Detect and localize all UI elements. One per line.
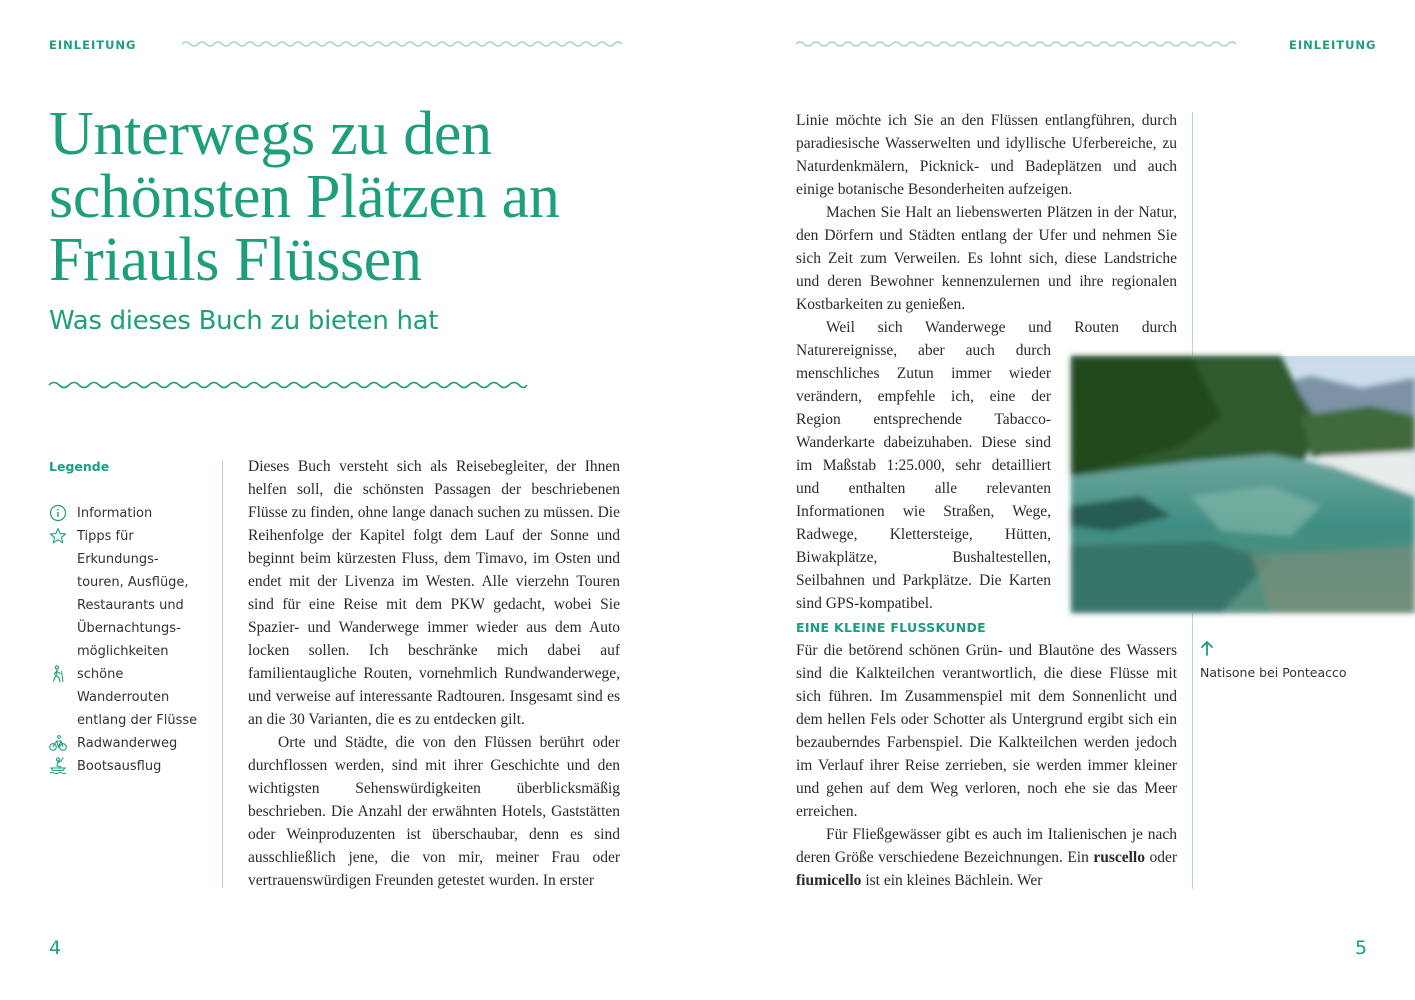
photo-caption: Natisone bei Ponteacco xyxy=(1200,665,1347,680)
right-page xyxy=(707,0,1415,1000)
legend-label: Tipps für Erkundungs- xyxy=(77,529,159,567)
term-fiumicello: fiumicello xyxy=(796,872,862,889)
bicycle-icon xyxy=(49,734,67,752)
legend-label: entlang der Flüsse xyxy=(77,713,198,728)
star-icon xyxy=(49,527,67,545)
legend-item-tips xyxy=(49,525,219,663)
river-photo xyxy=(1071,356,1415,613)
paragraph: Machen Sie Halt an liebenswerten Plätzen in der Natur, den Dörfern und Städten entlang der Ufer und nehmen Sie sich Zeit zum Verweilen. Es lohnt sich, diese Landstriche und deren Bewohner kennenzulernen und ihre regionalen Kostbarkeiten zu genießen. xyxy=(796,204,1177,313)
body-text-column xyxy=(248,455,620,895)
body-text-column xyxy=(796,639,1177,895)
title-line: Friauls Flüssen xyxy=(49,226,422,294)
wave-divider xyxy=(182,40,622,48)
running-head: EINLEITUNG xyxy=(1289,38,1377,52)
paragraph: Dieses Buch versteht sich als Reisebegleiter, der Ihnen helfen soll, die schönsten Passagen der beschriebenen Flüsse zu finden, ohne lange danach suchen zu müssen. Die Reihenfolge der Kapitel folgt dem Lauf der Sonne und beginnt beim kürzesten Fluss, dem Timavo, im Osten und endet mit der Livenza im Westen. Alle vierzehn Touren sind für eine Reise mit dem PKW gedacht, wobei Sie Spazier- und Wanderwege immer wieder aus dem Auto locken sollen. Ich beschränke mich dabei auf familientaugliche Routen, vornehmlich Rundwanderwege, und verweise auf interessante Radtouren. Insgesamt sind es an die 30 Varianten, die es zu entdecken gilt. xyxy=(248,458,620,728)
title-line: schönsten Plätzen an xyxy=(49,163,560,231)
paragraph: Für die betörend schönen Grün- und Blautöne des Wassers sind die Kalkteilchen verantwortlich, die diese Flüsse mit sich führen. Im Zusammenspiel mit dem Sonnenlicht und dem hellen Fels oder Schotter als Untergrund ergibt sich ein bezauberndes Farbenspiel. Die Kalkteilchen werden jedoch im Verlauf ihrer Reise zerrieben, sie werden immer kleiner und gehen auf dem Weg verloren, noch ehe sie das Meer erreichen. xyxy=(796,642,1177,820)
column-rule xyxy=(1192,613,1193,889)
arrow-up-icon xyxy=(1200,640,1214,656)
paragraph: Linie möchte ich Sie an den Flüssen entlangführen, durch paradiesische Wasserwelten und idyllische Uferbereiche, zu Naturdenkmälern, Picknick- und Badeplätzen und auch einige botanische Besonderheiten aufzeigen. xyxy=(796,112,1177,198)
legend-item-cycling xyxy=(49,732,219,755)
legend-label: Übernachtungs- xyxy=(77,621,181,636)
page-number: 5 xyxy=(1355,937,1368,959)
legend-label: Restaurants und xyxy=(77,598,184,613)
title-line: Unterwegs zu den xyxy=(49,100,492,168)
page-subtitle: Was dieses Buch zu bieten hat xyxy=(49,306,439,336)
legend-label: möglichkeiten xyxy=(77,644,169,659)
paragraph-text: oder xyxy=(1144,849,1177,866)
paragraph-text: Für Fließgewässer gibt es auch im Italienischen je nach deren Größe verschiedene Bezeichnungen. Ein xyxy=(796,826,1177,866)
left-page xyxy=(0,0,707,1000)
legend-label: schöne Wanderrouten xyxy=(77,667,170,705)
legend-title: Legende xyxy=(49,459,110,474)
legend-label: Radwanderweg xyxy=(77,736,178,751)
legend-label: Bootsausflug xyxy=(77,759,162,774)
legend-label: touren, Ausflüge, xyxy=(77,575,189,590)
paragraph: Weil sich Wanderwege und Routen durch Naturereignisse, aber auch durch menschliches Zutun immer wieder verändern, empfehle ich, eine der Region entsprechende Tabacco-Wanderkarte dabeizuhaben. Diese sind im Maßstab 1:25.000, sehr detailliert und enthalten alle relevanten Informationen wie Straßen, Wege, Radwege, Klettersteige, Hütten, Biwakplätze, Bushaltestellen, Seilbahnen und Parkplätze. Die Karten sind GPS-kompatibel. xyxy=(796,319,1177,612)
running-head: EINLEITUNG xyxy=(49,38,137,52)
page-number: 4 xyxy=(49,937,62,959)
wave-divider xyxy=(49,380,527,390)
section-heading: EINE KLEINE FLUSSKUNDE xyxy=(796,620,986,635)
wave-divider xyxy=(796,40,1236,48)
legend-list xyxy=(49,502,219,778)
column-rule xyxy=(222,460,223,888)
legend-item-hiking xyxy=(49,663,219,732)
page-title xyxy=(49,100,669,294)
paragraph-text: ist ein kleines Bächlein. Wer xyxy=(861,872,1043,889)
column-rule xyxy=(1192,112,1193,356)
boat-icon xyxy=(49,757,67,775)
hiker-icon xyxy=(49,665,67,683)
legend-item-boat xyxy=(49,755,219,778)
paragraph xyxy=(796,823,1177,892)
legend-item-information xyxy=(49,502,219,525)
term-ruscello: ruscello xyxy=(1093,849,1145,866)
legend-label: Information xyxy=(77,506,153,521)
info-icon xyxy=(49,504,67,522)
paragraph: Orte und Städte, die von den Flüssen berührt oder durchflossen werden, sind mit ihrer Geschichte und den wichtigsten Sehenswürdigkeiten überblicksmäßig beschrieben. Die Anzahl der erwähnten Hotels, Gaststätten oder Weinproduzenten ist überschaubar, denn es sind ausschließlich jene, die von mir, meiner Frau oder vertrauenswürdigen Freunden getestet wurden. In erster xyxy=(248,734,620,889)
